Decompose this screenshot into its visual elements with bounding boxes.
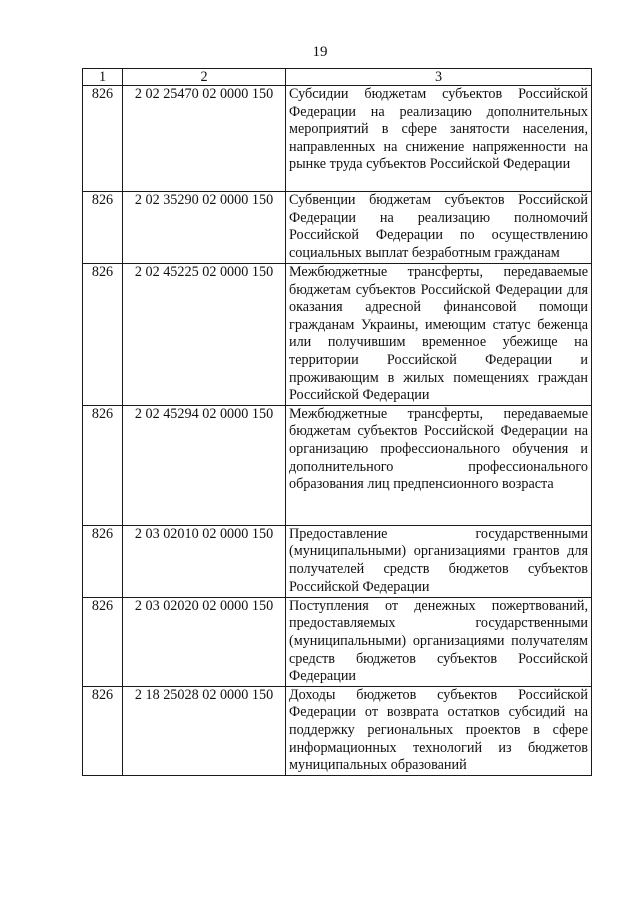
table-row [83,192,592,264]
column-header-1: 1 [83,69,123,86]
table-header-row [83,69,592,86]
revenue-name-cell: Поступления от денежных пожертвований, предоставляемых государственными (муниципальными) организациями получателям средств бюджетов субъектов Российской Федерации [286,597,592,686]
revenue-code-cell: 2 03 02020 02 0000 150 [123,597,286,686]
revenue-code-cell: 2 03 02010 02 0000 150 [123,525,286,597]
table-row [83,405,592,525]
revenue-name-cell: Межбюджетные трансферты, передаваемые бюджетам субъектов Российской Федерации для оказания адресной финансовой помощи гражданам Украины, имеющим статус беженца или получившим временное убежище на территории Российской Федерации и проживающим в жилых помещениях граждан Российской Федерации [286,264,592,406]
table-row [83,86,592,192]
admin-code-cell: 826 [83,264,123,406]
revenue-code-cell: 2 02 35290 02 0000 150 [123,192,286,264]
revenue-name-cell: Предоставление государственными (муниципальными) организациями грантов для получателей средств бюджетов субъектов Российской Федерации [286,525,592,597]
admin-code-cell: 826 [83,525,123,597]
revenue-name-cell: Субвенции бюджетам субъектов Российской Федерации на реализацию полномочий Российской Федерации по осуществлению социальных выплат безработным гражданам [286,192,592,264]
revenue-name-cell: Субсидии бюджетам субъектов Российской Федерации на реализацию дополнительных мероприятий в сфере занятости населения, направленных на снижение напряженности на рынке труда субъектов Российской Федерации [286,86,592,192]
column-header-3: 3 [286,69,592,86]
revenue-name-cell: Доходы бюджетов субъектов Российской Федерации от возврата остатков субсидий на поддержку региональных проектов в сфере информационных технологий из бюджетов муниципальных образований [286,686,592,775]
revenue-code-cell: 2 02 25470 02 0000 150 [123,86,286,192]
revenue-code-cell: 2 18 25028 02 0000 150 [123,686,286,775]
revenue-name-cell: Межбюджетные трансферты, передаваемые бюджетам субъектов Российской Федерации на организацию профессионального обучения и дополнительного профессионального образования лиц предпенсионного возраста [286,405,592,525]
table-row [83,264,592,406]
table-row [83,597,592,686]
admin-code-cell: 826 [83,405,123,525]
admin-code-cell: 826 [83,192,123,264]
column-header-2: 2 [123,69,286,86]
revenue-code-table [82,68,592,776]
page-number: 19 [312,44,328,60]
admin-code-cell: 826 [83,86,123,192]
admin-code-cell: 826 [83,686,123,775]
revenue-code-cell: 2 02 45225 02 0000 150 [123,264,286,406]
admin-code-cell: 826 [83,597,123,686]
revenue-code-cell: 2 02 45294 02 0000 150 [123,405,286,525]
table-row [83,686,592,775]
table-row [83,525,592,597]
